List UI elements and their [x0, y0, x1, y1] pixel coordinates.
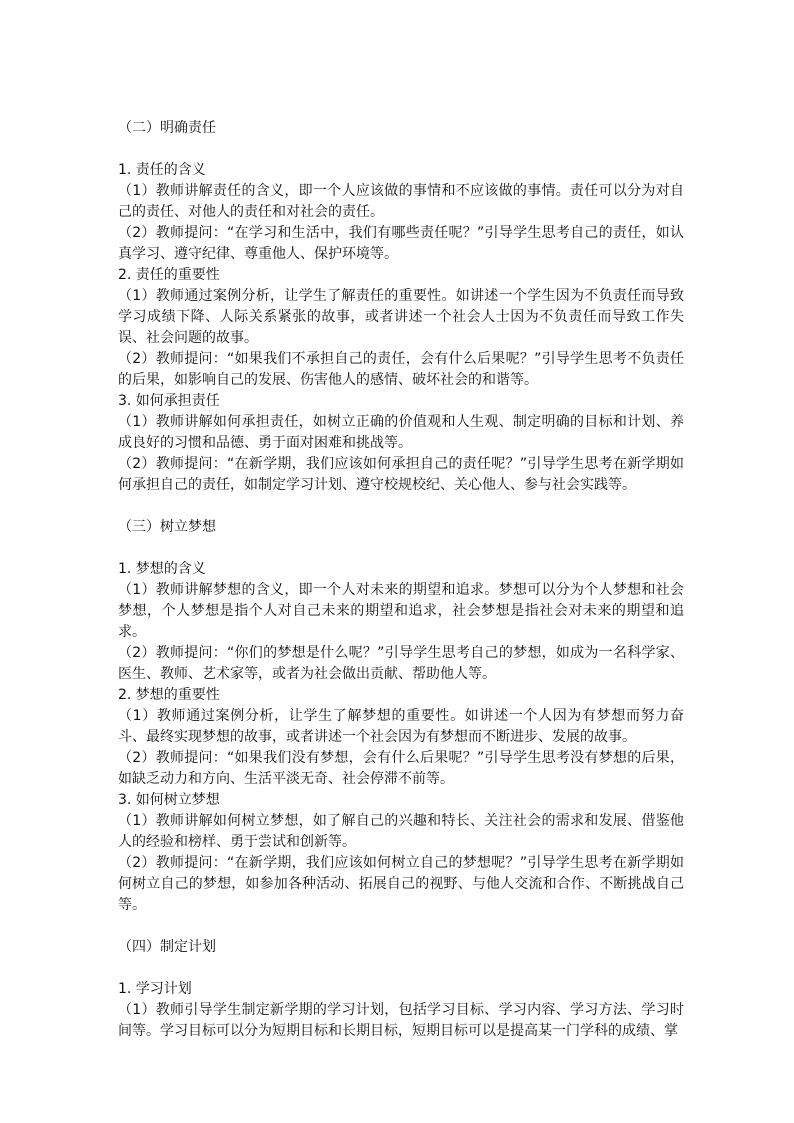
subsection-importance-of-dreams	[118, 685, 684, 790]
subsection-importance-of-responsibility	[118, 265, 684, 391]
paragraph: （1）教师通过案例分析，让学生了解责任的重要性。如讲述一个学生因为不负责任而导致学习成绩下降、人际关系紧张的故事，或者讲述一个社会人士因为不负责任而导致工作失误、社会问题的故事。	[118, 288, 684, 346]
section-heading: （四）制定计划	[118, 939, 216, 955]
subsection-title: 1. 责任的含义	[118, 162, 206, 178]
subsection-study-plan	[118, 979, 684, 1042]
section-make-plans	[118, 937, 684, 1042]
subsection-title: 1. 梦想的含义	[118, 561, 206, 577]
section-establish-dreams	[118, 517, 684, 916]
subsection-meaning-of-dreams	[118, 559, 684, 685]
section-heading: （三）树立梦想	[118, 519, 216, 535]
subsection-title: 3. 如何树立梦想	[118, 792, 220, 808]
paragraph: （2）教师提问：“如果我们不承担自己的责任，会有什么后果呢？”引导学生思考不负责任的后果，如影响自己的发展、伤害他人的感情、破坏社会的和谐等。	[118, 351, 684, 388]
paragraph: （2）教师提问：“在新学期，我们应该如何树立自己的梦想呢？”引导学生思考在新学期如何树立自己的梦想，如参加各种活动、拓展自己的视野、与他人交流和合作、不断挑战自己等。	[118, 855, 684, 913]
subsection-title: 2. 梦想的重要性	[118, 687, 220, 703]
subsection-title: 3. 如何承担责任	[118, 393, 220, 409]
section-clarify-responsibility	[118, 118, 684, 496]
subsection-meaning-of-responsibility	[118, 160, 684, 265]
paragraph: （2）教师提问：“在新学期，我们应该如何承担自己的责任呢？”引导学生思考在新学期如何承担自己的责任，如制定学习计划、遵守校规校纪、关心他人、参与社会实践等。	[118, 456, 684, 493]
subsection-how-to-establish-dreams	[118, 790, 684, 916]
section-heading: （二）明确责任	[118, 120, 216, 136]
paragraph: （2）教师提问：“如果我们没有梦想，会有什么后果呢？”引导学生思考没有梦想的后果，如缺乏动力和方向、生活平淡无奇、社会停滞不前等。	[118, 750, 684, 787]
paragraph: （1）教师讲解如何树立梦想，如了解自己的兴趣和特长、关注社会的需求和发展、借鉴他人的经验和榜样、勇于尝试和创新等。	[118, 813, 684, 850]
subsection-how-to-take-responsibility	[118, 391, 684, 496]
document-page	[118, 118, 684, 1042]
paragraph: （2）教师提问：“你们的梦想是什么呢？”引导学生思考自己的梦想，如成为一名科学家、医生、教师、艺术家等，或者为社会做出贡献、帮助他人等。	[118, 645, 684, 682]
paragraph: （1）教师通过案例分析，让学生了解梦想的重要性。如讲述一个人因为有梦想而努力奋斗、最终实现梦想的故事，或者讲述一个社会因为有梦想而不断进步、发展的故事。	[118, 708, 684, 745]
paragraph: （2）教师提问：“在学习和生活中，我们有哪些责任呢？”引导学生思考自己的责任，如认真学习、遵守纪律、尊重他人、保护环境等。	[118, 225, 684, 262]
paragraph: （1）教师讲解责任的含义，即一个人应该做的事情和不应该做的事情。责任可以分为对自己的责任、对他人的责任和对社会的责任。	[118, 183, 684, 220]
subsection-title: 2. 责任的重要性	[118, 267, 220, 283]
paragraph: （1）教师讲解梦想的含义，即一个人对未来的期望和追求。梦想可以分为个人梦想和社会梦想，个人梦想是指个人对自己未来的期望和追求，社会梦想是指社会对未来的期望和追求。	[118, 582, 684, 640]
subsection-title: 1. 学习计划	[118, 981, 192, 997]
paragraph: （1）教师讲解如何承担责任，如树立正确的价值观和人生观、制定明确的目标和计划、养成良好的习惯和品德、勇于面对困难和挑战等。	[118, 414, 684, 451]
paragraph: （1）教师引导学生制定新学期的学习计划，包括学习目标、学习内容、学习方法、学习时间等。学习目标可以分为短期目标和长期目标，短期目标可以是提高某一门学科的成绩、掌	[118, 1002, 684, 1039]
